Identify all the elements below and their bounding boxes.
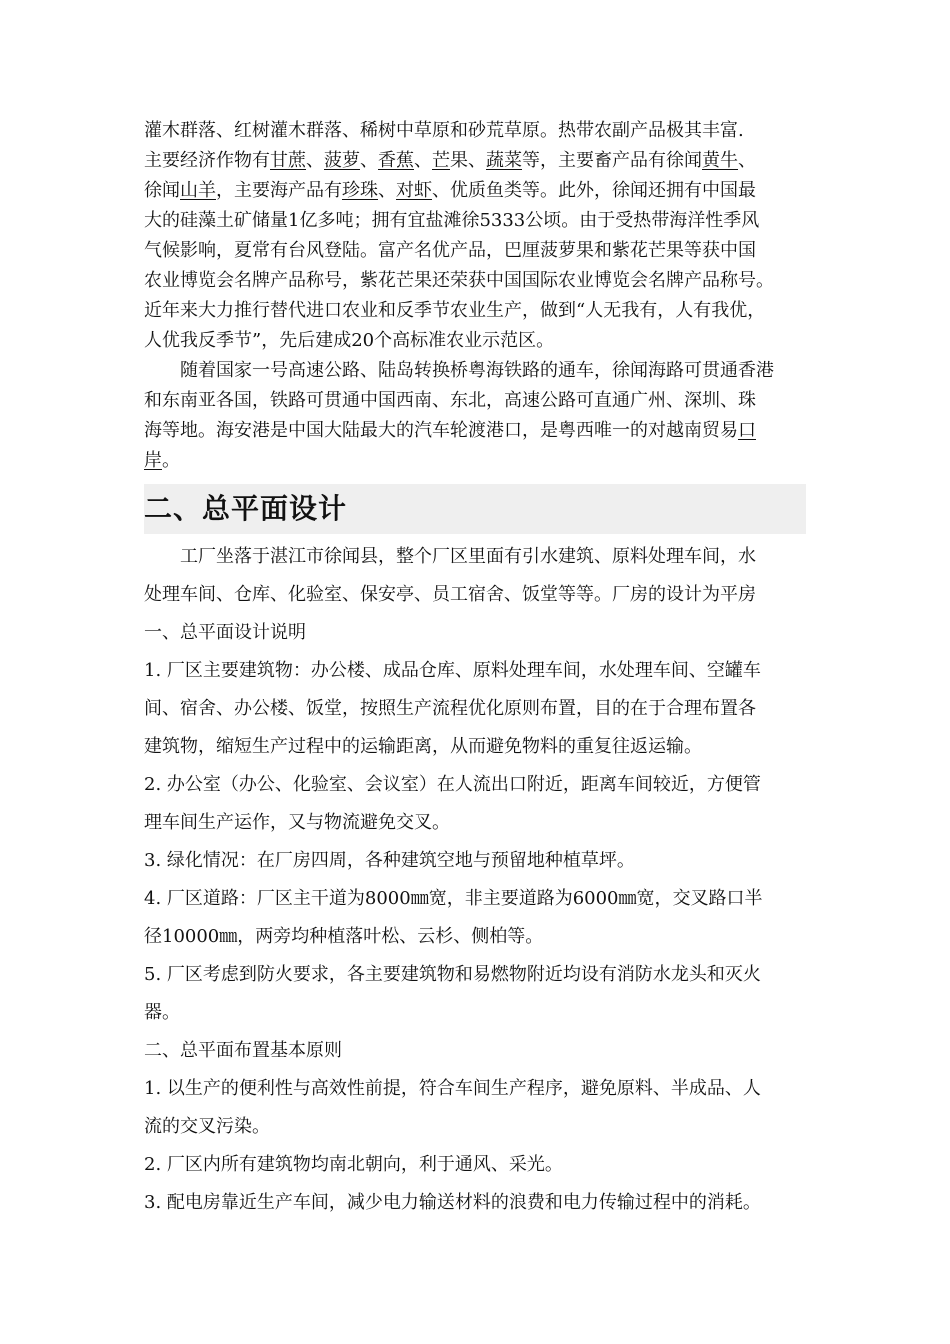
text-line: 大的硅藻土矿储量1亿多吨；拥有宜盐滩徐5333公顷。由于受热带海洋性季风 [144,210,760,231]
list-item: 间、宿舍、办公楼、饭堂，按照生产流程优化原则布置，目的在于合理布置各 [144,698,756,719]
subheading: 二、总平面布置基本原则 [144,1040,342,1061]
list-item: 器。 [144,1002,180,1023]
link-sugarcane[interactable]: 甘蔗 [270,150,306,171]
list-item: 流的交叉污染。 [144,1116,270,1137]
section-body [144,538,806,1222]
link-vegetables[interactable]: 蔬菜 [486,150,522,171]
document-page [144,116,806,1222]
link-goat[interactable]: 山羊 [180,180,216,201]
text-line: 海等地。海安港是中国大陆最大的汽车轮渡港口，是粤西唯一的对越南贸易口 [144,420,756,441]
list-item: 5. 厂区考虑到防火要求，各主要建筑物和易燃物附近均设有消防水龙头和灭火 [144,964,761,985]
list-item: 2. 办公室（办公、化验室、会议室）在人流出口附近，距离车间较近，方便管 [144,774,761,795]
text-line: 人优我反季节”，先后建成20个高标准农业示范区。 [144,330,555,351]
text-line: 农业博览会名牌产品称号，紫花芒果还荣获中国国际农业博览会名牌产品称号。 [144,270,774,291]
intro-paragraph-1 [144,116,806,356]
list-item: 3. 绿化情况：在厂房四周，各种建筑空地与预留地种植草坪。 [144,850,635,871]
list-item: 2. 厂区内所有建筑物均南北朝向，利于通风、采光。 [144,1154,563,1175]
list-item: 径10000㎜，两旁均种植落叶松、云杉、侧柏等。 [144,926,544,947]
text-line: 处理车间、仓库、化验室、保安亭、员工宿舍、饭堂等等。厂房的设计为平房 [144,584,756,605]
list-item: 4. 厂区道路：厂区主干道为8000㎜宽，非主要道路为6000㎜宽，交叉路口半 [144,888,763,909]
link-shrimp[interactable]: 对虾 [396,180,432,201]
text-line: 工厂坐落于湛江市徐闻县，整个厂区里面有引水建筑、原料处理车间，水 [180,546,756,567]
intro-paragraph-2 [144,356,806,476]
list-item: 1. 厂区主要建筑物：办公楼、成品仓库、原料处理车间，水处理车间、空罐车 [144,660,761,681]
text-line: 灌木群落、红树灌木群落、稀树中草原和砂荒草原。热带农副产品极其丰富. [144,120,744,141]
link-banana[interactable]: 香蕉 [378,150,414,171]
text-line: 岸。 [144,450,180,471]
list-item: 1. 以生产的便利性与高效性前提，符合车间生产程序，避免原料、半成品、人 [144,1078,761,1099]
list-item: 建筑物，缩短生产过程中的运输距离，从而避免物料的重复往返运输。 [144,736,702,757]
link-port-cont[interactable]: 岸 [144,450,162,471]
list-item: 3. 配电房靠近生产车间，减少电力输送材料的浪费和电力传输过程中的消耗。 [144,1192,761,1213]
link-port[interactable]: 口 [738,420,756,441]
list-item: 理车间生产运作，又与物流避免交叉。 [144,812,450,833]
text-line: 和东南亚各国，铁路可贯通中国西南、东北，高速公路可直通广州、深圳、珠 [144,390,756,411]
link-yellow-cattle[interactable]: 黄牛 [702,150,738,171]
link-pineapple[interactable]: 菠萝 [324,150,360,171]
subheading: 一、总平面设计说明 [144,622,306,643]
text-line: 随着国家一号高速公路、陆岛转换桥粤海铁路的通车，徐闻海路可贯通香港 [180,360,774,381]
text-line: 主要经济作物有甘蔗、菠萝、香蕉、芒果、蔬菜等，主要畜产品有徐闻黄牛、 [144,150,756,171]
text-line: 气候影响，夏常有台风登陆。富产名优产品，巴厘菠萝果和紫花芒果等获中国 [144,240,756,261]
text-line: 徐闻山羊，主要海产品有珍珠、对虾、优质鱼类等。此外，徐闻还拥有中国最 [144,180,756,201]
text-line: 近年来大力推行替代进口农业和反季节农业生产，做到“人无我有，人有我优， [144,300,766,321]
link-pearl[interactable]: 珍珠 [342,180,378,201]
section-heading: 二、总平面设计 [144,484,806,534]
link-mango[interactable]: 芒 [432,150,450,171]
